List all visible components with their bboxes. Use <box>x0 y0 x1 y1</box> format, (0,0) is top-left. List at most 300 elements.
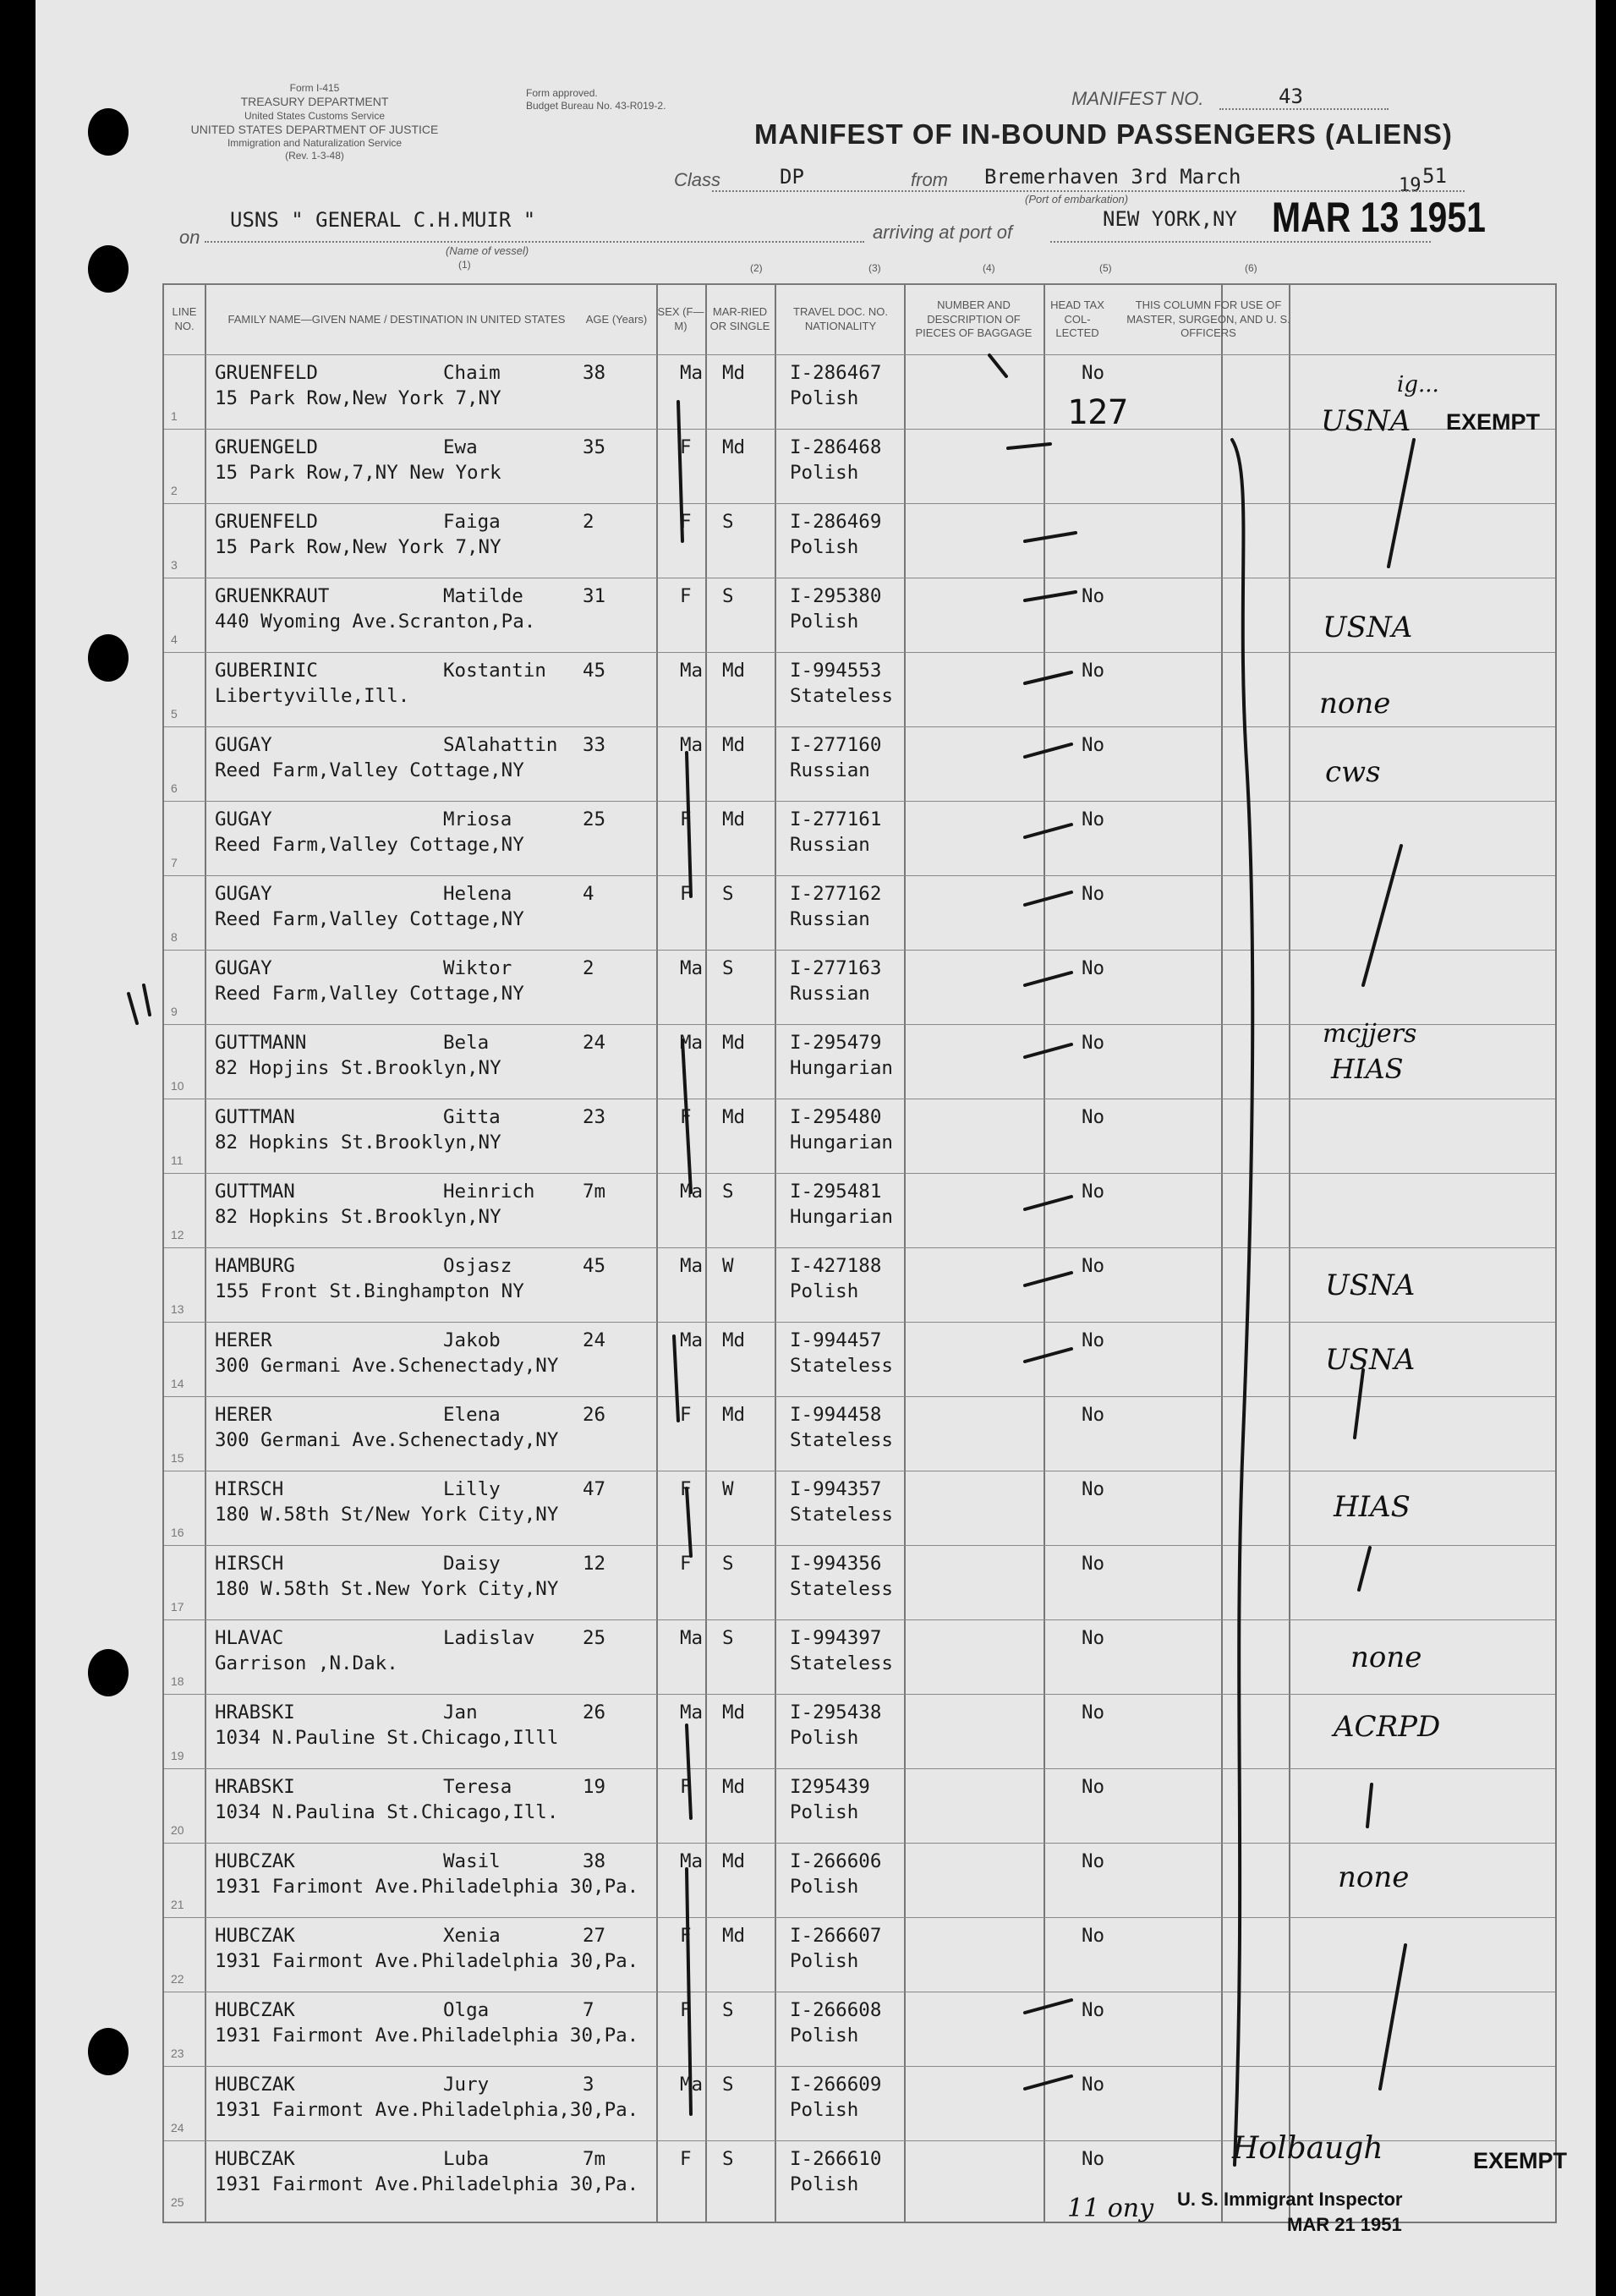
form-approval <box>526 87 746 112</box>
head-tax: No <box>1082 1478 1105 1500</box>
annot-row16: HIAS <box>1334 1490 1411 1524</box>
marital-status: S <box>722 1999 734 2021</box>
row-line-number: 3 <box>171 558 178 572</box>
destination: 15 Park Row,New York 7,NY <box>215 536 501 558</box>
head-tax: No <box>1082 2074 1105 2096</box>
marital-status: Md <box>722 1329 746 1351</box>
col-header-headtax: HEAD TAX COL-LECTED <box>1050 298 1104 340</box>
travel-doc-no: I-277160 <box>790 734 882 756</box>
marital-status: Md <box>722 1404 746 1426</box>
table-row <box>164 1545 1555 1620</box>
given-name: Wiktor <box>443 957 512 979</box>
row-line-number: 1 <box>171 409 178 423</box>
table-row <box>164 1917 1555 1992</box>
age: 38 <box>583 1850 606 1872</box>
marital-status: Md <box>722 362 746 384</box>
given-name: Teresa <box>443 1776 512 1798</box>
family-name: HUBCZAK <box>215 2074 295 2096</box>
age: 19 <box>583 1776 606 1798</box>
marital-status: W <box>722 1478 734 1500</box>
destination: Reed Farm,Valley Cottage,NY <box>215 759 524 781</box>
given-name: Kostantin <box>443 660 546 682</box>
destination: 82 Hopkins St.Brooklyn,NY <box>215 1132 501 1153</box>
destination: Garrison ,N.Dak. <box>215 1652 398 1674</box>
sex: Ma <box>680 1181 704 1203</box>
annot-row10a: mcjjers <box>1323 1019 1417 1049</box>
row-line-number: 7 <box>171 856 178 869</box>
table-row <box>164 503 1555 578</box>
family-name: GUTTMAN <box>215 1181 295 1203</box>
row-line-number: 6 <box>171 781 178 795</box>
head-tax: No <box>1082 660 1105 682</box>
marital-status: Md <box>722 1032 746 1054</box>
family-name: GUBERINIC <box>215 660 318 682</box>
passenger-table <box>162 283 1557 2223</box>
travel-doc-no: I-427188 <box>790 1255 882 1277</box>
given-name: Heinrich <box>443 1181 535 1203</box>
row-line-number: 12 <box>171 1228 184 1241</box>
given-name: Jan <box>443 1701 478 1723</box>
class-value: DP <box>780 165 804 189</box>
age: 31 <box>583 585 606 607</box>
table-row <box>164 1768 1555 1844</box>
given-name: Matilde <box>443 585 523 607</box>
port-embark-label: (Port of embarkation) <box>1025 193 1129 205</box>
age: 2 <box>583 511 594 533</box>
given-name: Xenia <box>443 1925 501 1947</box>
vessel-colnum: (1) <box>458 259 471 271</box>
col-header-line: LINE NO. <box>172 305 197 332</box>
row-line-number: 20 <box>171 1823 184 1837</box>
table-row <box>164 1173 1555 1248</box>
marital-status: S <box>722 2074 734 2096</box>
destination: 300 Germani Ave.Schenectady,NY <box>215 1355 559 1377</box>
sex: F <box>680 1478 692 1500</box>
travel-doc-no: I-994457 <box>790 1329 882 1351</box>
nationality: Stateless <box>790 1429 893 1451</box>
age: 26 <box>583 1404 606 1426</box>
family-name: HIRSCH <box>215 1478 284 1500</box>
form-revision: (Rev. 1-3-48) <box>285 150 344 162</box>
row-line-number: 15 <box>171 1451 184 1465</box>
marital-status: S <box>722 511 734 533</box>
table-row <box>164 950 1555 1025</box>
marital-status: Md <box>722 808 746 830</box>
travel-doc-no: I-994458 <box>790 1404 882 1426</box>
table-row <box>164 1992 1555 2067</box>
treasury-dept: TREASURY DEPARTMENT <box>240 95 389 108</box>
annot-row1: USNA <box>1321 404 1411 438</box>
col-header-name: FAMILY NAME—GIVEN NAME / DESTINATION IN UNITED STATES <box>227 312 566 326</box>
manifest-no-line <box>1219 108 1389 110</box>
destination: 1931 Farimont Ave.Philadelphia 30,Pa. <box>215 1876 639 1898</box>
travel-doc-no: I-266608 <box>790 1999 882 2021</box>
age: 47 <box>583 1478 606 1500</box>
sex: Ma <box>680 1255 704 1277</box>
age: 7 <box>583 1999 594 2021</box>
inspector-date-stamp: MAR 21 1951 <box>1287 2214 1402 2235</box>
sex: F <box>680 1404 692 1426</box>
age: 26 <box>583 1701 606 1723</box>
head-tax: No <box>1082 1925 1105 1947</box>
family-name: HAMBURG <box>215 1255 295 1277</box>
punch-hole <box>88 108 129 156</box>
baggage-count: 127 <box>1067 393 1129 432</box>
from-value: Bremerhaven 3rd March <box>984 165 1241 189</box>
age: 25 <box>583 1627 606 1649</box>
sex: F <box>680 585 692 607</box>
given-name: Luba <box>443 2148 490 2170</box>
age: 27 <box>583 1925 606 1947</box>
given-name: Faiga <box>443 511 501 533</box>
age: 24 <box>583 1329 606 1351</box>
family-name: GRUENGELD <box>215 436 318 458</box>
family-name: GUGAY <box>215 734 272 756</box>
sex: Ma <box>680 362 704 384</box>
punch-hole <box>88 2028 129 2075</box>
nationality: Polish <box>790 1801 859 1823</box>
sex: F <box>680 1776 692 1798</box>
family-name: HRABSKI <box>215 1701 295 1723</box>
class-line <box>712 190 1465 192</box>
table-row <box>164 2066 1555 2141</box>
arrival-date-stamp: MAR 13 1951 <box>1272 194 1486 241</box>
age: 35 <box>583 436 606 458</box>
destination: 15 Park Row,New York 7,NY <box>215 387 501 409</box>
given-name: Ladislav <box>443 1627 535 1649</box>
given-name: Jakob <box>443 1329 501 1351</box>
budget-line: Budget Bureau No. 43-R019-2. <box>526 100 666 112</box>
nationality: Polish <box>790 2025 859 2047</box>
family-name: HERER <box>215 1404 272 1426</box>
family-name: HUBCZAK <box>215 2148 295 2170</box>
arriving-port: NEW YORK,NY <box>1103 207 1237 231</box>
sex: Ma <box>680 1701 704 1723</box>
col-header-baggage: NUMBER AND DESCRIPTION OF PIECES OF BAGGAGE <box>915 298 1033 340</box>
given-name: Helena <box>443 883 512 905</box>
travel-doc-no: I-295479 <box>790 1032 882 1054</box>
row-line-number: 10 <box>171 1079 184 1093</box>
sex: Ma <box>680 957 704 979</box>
travel-doc-no: I-295380 <box>790 585 882 607</box>
marital-status: Md <box>722 1106 746 1128</box>
row-line-number: 18 <box>171 1674 184 1688</box>
table-row <box>164 1099 1555 1174</box>
exempt-stamp-top: EXEMPT <box>1446 409 1541 435</box>
colnum: (3) <box>868 262 881 274</box>
travel-doc-no: I-295438 <box>790 1701 882 1723</box>
age: 25 <box>583 808 606 830</box>
given-name: Olga <box>443 1999 490 2021</box>
nationality: Polish <box>790 2099 859 2121</box>
row-line-number: 14 <box>171 1377 184 1390</box>
nationality: Stateless <box>790 1578 893 1600</box>
travel-doc-no: I-277161 <box>790 808 882 830</box>
travel-doc-no: I-266609 <box>790 2074 882 2096</box>
age: 45 <box>583 660 606 682</box>
travel-doc-no: I-295480 <box>790 1106 882 1128</box>
nationality: Polish <box>790 387 859 409</box>
col-header-married: MAR-RIED OR SINGLE <box>709 305 770 332</box>
table-row <box>164 1619 1555 1695</box>
annot-row4: USNA <box>1323 611 1413 644</box>
family-name: HRABSKI <box>215 1776 295 1798</box>
sex: F <box>680 1106 692 1128</box>
travel-doc-no: I295439 <box>790 1776 870 1798</box>
head-tax: No <box>1082 1404 1105 1426</box>
colnum: (6) <box>1245 262 1257 274</box>
head-tax: No <box>1082 1701 1105 1723</box>
row-line-number: 21 <box>171 1898 184 1911</box>
family-name: GRUENFELD <box>215 362 318 384</box>
nationality: Polish <box>790 462 859 484</box>
row-line-number: 2 <box>171 484 178 497</box>
exempt-stamp-bottom: EXEMPT <box>1473 2148 1568 2173</box>
age: 2 <box>583 957 594 979</box>
table-row <box>164 1396 1555 1471</box>
head-tax: No <box>1082 1032 1105 1054</box>
travel-doc-no: I-994553 <box>790 660 882 682</box>
sex: Ma <box>680 1850 704 1872</box>
nationality: Polish <box>790 1727 859 1749</box>
sex: F <box>680 511 692 533</box>
destination: 155 Front St.Binghampton NY <box>215 1280 524 1302</box>
family-name: GUTTMANN <box>215 1032 307 1054</box>
sex: Ma <box>680 1329 704 1351</box>
nationality: Polish <box>790 1876 859 1898</box>
age: 3 <box>583 2074 594 2096</box>
family-name: GUTTMAN <box>215 1106 295 1128</box>
class-label: Class <box>674 169 721 190</box>
age: 7m <box>583 2148 606 2170</box>
sex: F <box>680 808 692 830</box>
row-line-number: 23 <box>171 2047 184 2060</box>
destination: 15 Park Row,7,NY New York <box>215 462 501 484</box>
manifest-no-value: 43 <box>1279 85 1303 108</box>
given-name: SAlahattin <box>443 734 558 756</box>
travel-doc-no: I-994356 <box>790 1553 882 1575</box>
approval-line: Form approved. <box>526 87 598 99</box>
row-line-number: 8 <box>171 930 178 944</box>
travel-doc-no: I-277163 <box>790 957 882 979</box>
row-line-number: 22 <box>171 1972 184 1986</box>
destination: Reed Farm,Valley Cottage,NY <box>215 908 524 930</box>
colnum: (2) <box>750 262 763 274</box>
given-name: Gitta <box>443 1106 501 1128</box>
age: 38 <box>583 362 606 384</box>
given-name: Daisy <box>443 1553 501 1575</box>
nationality: Stateless <box>790 685 893 707</box>
inspector-signature: Holbaugh <box>1232 2131 1383 2166</box>
travel-doc-no: I-286469 <box>790 511 882 533</box>
marital-status: Md <box>722 734 746 756</box>
vessel-label: (Name of vessel) <box>446 244 529 257</box>
head-tax: No <box>1082 1776 1105 1798</box>
marital-status: Md <box>722 660 746 682</box>
nationality: Stateless <box>790 1355 893 1377</box>
nationality: Stateless <box>790 1652 893 1674</box>
destination: 1034 N.Paulina St.Chicago,Ill. <box>215 1801 559 1823</box>
sex: Ma <box>680 660 704 682</box>
nationality: Hungarian <box>790 1206 893 1228</box>
age: 7m <box>583 1181 606 1203</box>
head-tax: No <box>1082 585 1105 607</box>
destination: 180 W.58th St/New York City,NY <box>215 1504 559 1526</box>
nationality: Polish <box>790 536 859 558</box>
travel-doc-no: I-286467 <box>790 362 882 384</box>
sex: Ma <box>680 2074 704 2096</box>
ins-service: Immigration and Naturalization Service <box>227 137 403 149</box>
sex: F <box>680 883 692 905</box>
row-line-number: 24 <box>171 2121 184 2134</box>
head-tax: No <box>1082 883 1105 905</box>
table-row <box>164 875 1555 951</box>
marital-status: S <box>722 1553 734 1575</box>
annot-row13: USNA <box>1325 1269 1416 1302</box>
row-line-number: 5 <box>171 707 178 721</box>
marital-status: Md <box>722 436 746 458</box>
destination: 82 Hopkins St.Brooklyn,NY <box>215 1206 501 1228</box>
marital-status: W <box>722 1255 734 1277</box>
manifest-no-label: MANIFEST NO. <box>1071 88 1204 109</box>
col-header-sex: SEX (F—M) <box>657 305 704 332</box>
destination: 1034 N.Pauline St.Chicago,Illl <box>215 1727 559 1749</box>
vessel-line <box>205 241 864 243</box>
family-name: GRUENKRAUT <box>215 585 330 607</box>
family-name: HUBCZAK <box>215 1999 295 2021</box>
annot-row6: cws <box>1325 755 1381 789</box>
punch-hole <box>88 245 129 293</box>
nationality: Russian <box>790 983 870 1005</box>
head-tax: No <box>1082 1181 1105 1203</box>
family-name: GUGAY <box>215 808 272 830</box>
given-name: Bela <box>443 1032 490 1054</box>
nationality: Polish <box>790 1950 859 1972</box>
justice-dept: UNITED STATES DEPARTMENT OF JUSTICE <box>190 122 439 136</box>
sex: F <box>680 436 692 458</box>
table-row <box>164 429 1555 504</box>
given-name: Chaim <box>443 362 501 384</box>
nationality: Russian <box>790 908 870 930</box>
colnum: (5) <box>1099 262 1112 274</box>
marital-status: Md <box>722 1850 746 1872</box>
row-line-number: 17 <box>171 1600 184 1614</box>
head-tax: No <box>1082 1329 1105 1351</box>
destination: 1931 Fairmont Ave.Philadelphia 30,Pa. <box>215 2025 639 2047</box>
travel-doc-no: I-266610 <box>790 2148 882 2170</box>
row-line-number: 25 <box>171 2195 184 2209</box>
head-tax: No <box>1082 1106 1105 1128</box>
head-tax: No <box>1082 1999 1105 2021</box>
head-tax: No <box>1082 1553 1105 1575</box>
travel-doc-no: I-286468 <box>790 436 882 458</box>
form-number: Form I-415 <box>289 82 340 94</box>
sex: F <box>680 1925 692 1947</box>
bottom-note: 11 ony <box>1067 2194 1154 2223</box>
family-name: GRUENFELD <box>215 511 318 533</box>
annot-row10b: HIAS <box>1331 1053 1404 1085</box>
age: 23 <box>583 1106 606 1128</box>
sex: Ma <box>680 1627 704 1649</box>
travel-doc-no: I-994397 <box>790 1627 882 1649</box>
family-name: HERER <box>215 1329 272 1351</box>
destination: Reed Farm,Valley Cottage,NY <box>215 834 524 856</box>
annot-ig: ig... <box>1397 372 1439 397</box>
age: 12 <box>583 1553 606 1575</box>
age: 4 <box>583 883 594 905</box>
from-label: from <box>911 169 948 190</box>
marital-status: Md <box>722 1776 746 1798</box>
annot-row18: none <box>1350 1641 1422 1674</box>
given-name: Osjasz <box>443 1255 512 1277</box>
destination: 82 Hopjins St.Brooklyn,NY <box>215 1057 501 1079</box>
family-name: HLAVAC <box>215 1627 284 1649</box>
given-name: Elena <box>443 1404 501 1426</box>
age: 24 <box>583 1032 606 1054</box>
marital-status: S <box>722 585 734 607</box>
family-name: GUGAY <box>215 883 272 905</box>
col-header-age: AGE (Years) <box>585 312 648 326</box>
row-line-number: 4 <box>171 633 178 646</box>
annot-row5: none <box>1319 687 1391 721</box>
travel-doc-no: I-277162 <box>790 883 882 905</box>
table-row <box>164 801 1555 876</box>
inspector-stamp: U. S. Immigrant Inspector <box>1177 2189 1403 2210</box>
row-line-number: 19 <box>171 1749 184 1762</box>
family-name: HIRSCH <box>215 1553 284 1575</box>
age: 45 <box>583 1255 606 1277</box>
vessel-name: USNS " GENERAL C.H.MUIR " <box>230 208 536 232</box>
given-name: Ewa <box>443 436 478 458</box>
nationality: Hungarian <box>790 1132 893 1153</box>
age: 33 <box>583 734 606 756</box>
nationality: Polish <box>790 1280 859 1302</box>
given-name: Jury <box>443 2074 490 2096</box>
year-value: 51 <box>1422 164 1447 188</box>
year-prefix: 19 <box>1399 175 1422 196</box>
destination: 1931 Fairmont Ave.Philadelphia,30,Pa. <box>215 2099 639 2121</box>
sex: F <box>680 2148 692 2170</box>
destination: 180 W.58th St.New York City,NY <box>215 1578 559 1600</box>
head-tax: No <box>1082 2148 1105 2170</box>
travel-doc-no: I-295481 <box>790 1181 882 1203</box>
travel-doc-no: I-266607 <box>790 1925 882 1947</box>
head-tax: No <box>1082 1850 1105 1872</box>
col-header-officers: THIS COLUMN FOR USE OF MASTER, SURGEON, AND U. S. OFFICERS <box>1126 298 1290 340</box>
marital-status: S <box>722 1627 734 1649</box>
customs-service: United States Customs Service <box>244 109 386 122</box>
nationality: Russian <box>790 759 870 781</box>
sex: Ma <box>680 1032 704 1054</box>
form-info <box>175 82 454 162</box>
given-name: Lilly <box>443 1478 501 1500</box>
colnum: (4) <box>983 262 995 274</box>
travel-doc-no: I-266606 <box>790 1850 882 1872</box>
travel-doc-no: I-994357 <box>790 1478 882 1500</box>
annot-row21: none <box>1338 1860 1410 1894</box>
manifest-page <box>36 0 1596 2296</box>
nationality: Stateless <box>790 1504 893 1526</box>
head-tax: No <box>1082 1627 1105 1649</box>
destination: 300 Germani Ave.Schenectady,NY <box>215 1429 559 1451</box>
on-label: on <box>179 227 200 248</box>
sex: Ma <box>680 734 704 756</box>
marital-status: Md <box>722 1701 746 1723</box>
marital-status: S <box>722 2148 734 2170</box>
head-tax: No <box>1082 808 1105 830</box>
nationality: Polish <box>790 611 859 633</box>
nationality: Polish <box>790 2173 859 2195</box>
